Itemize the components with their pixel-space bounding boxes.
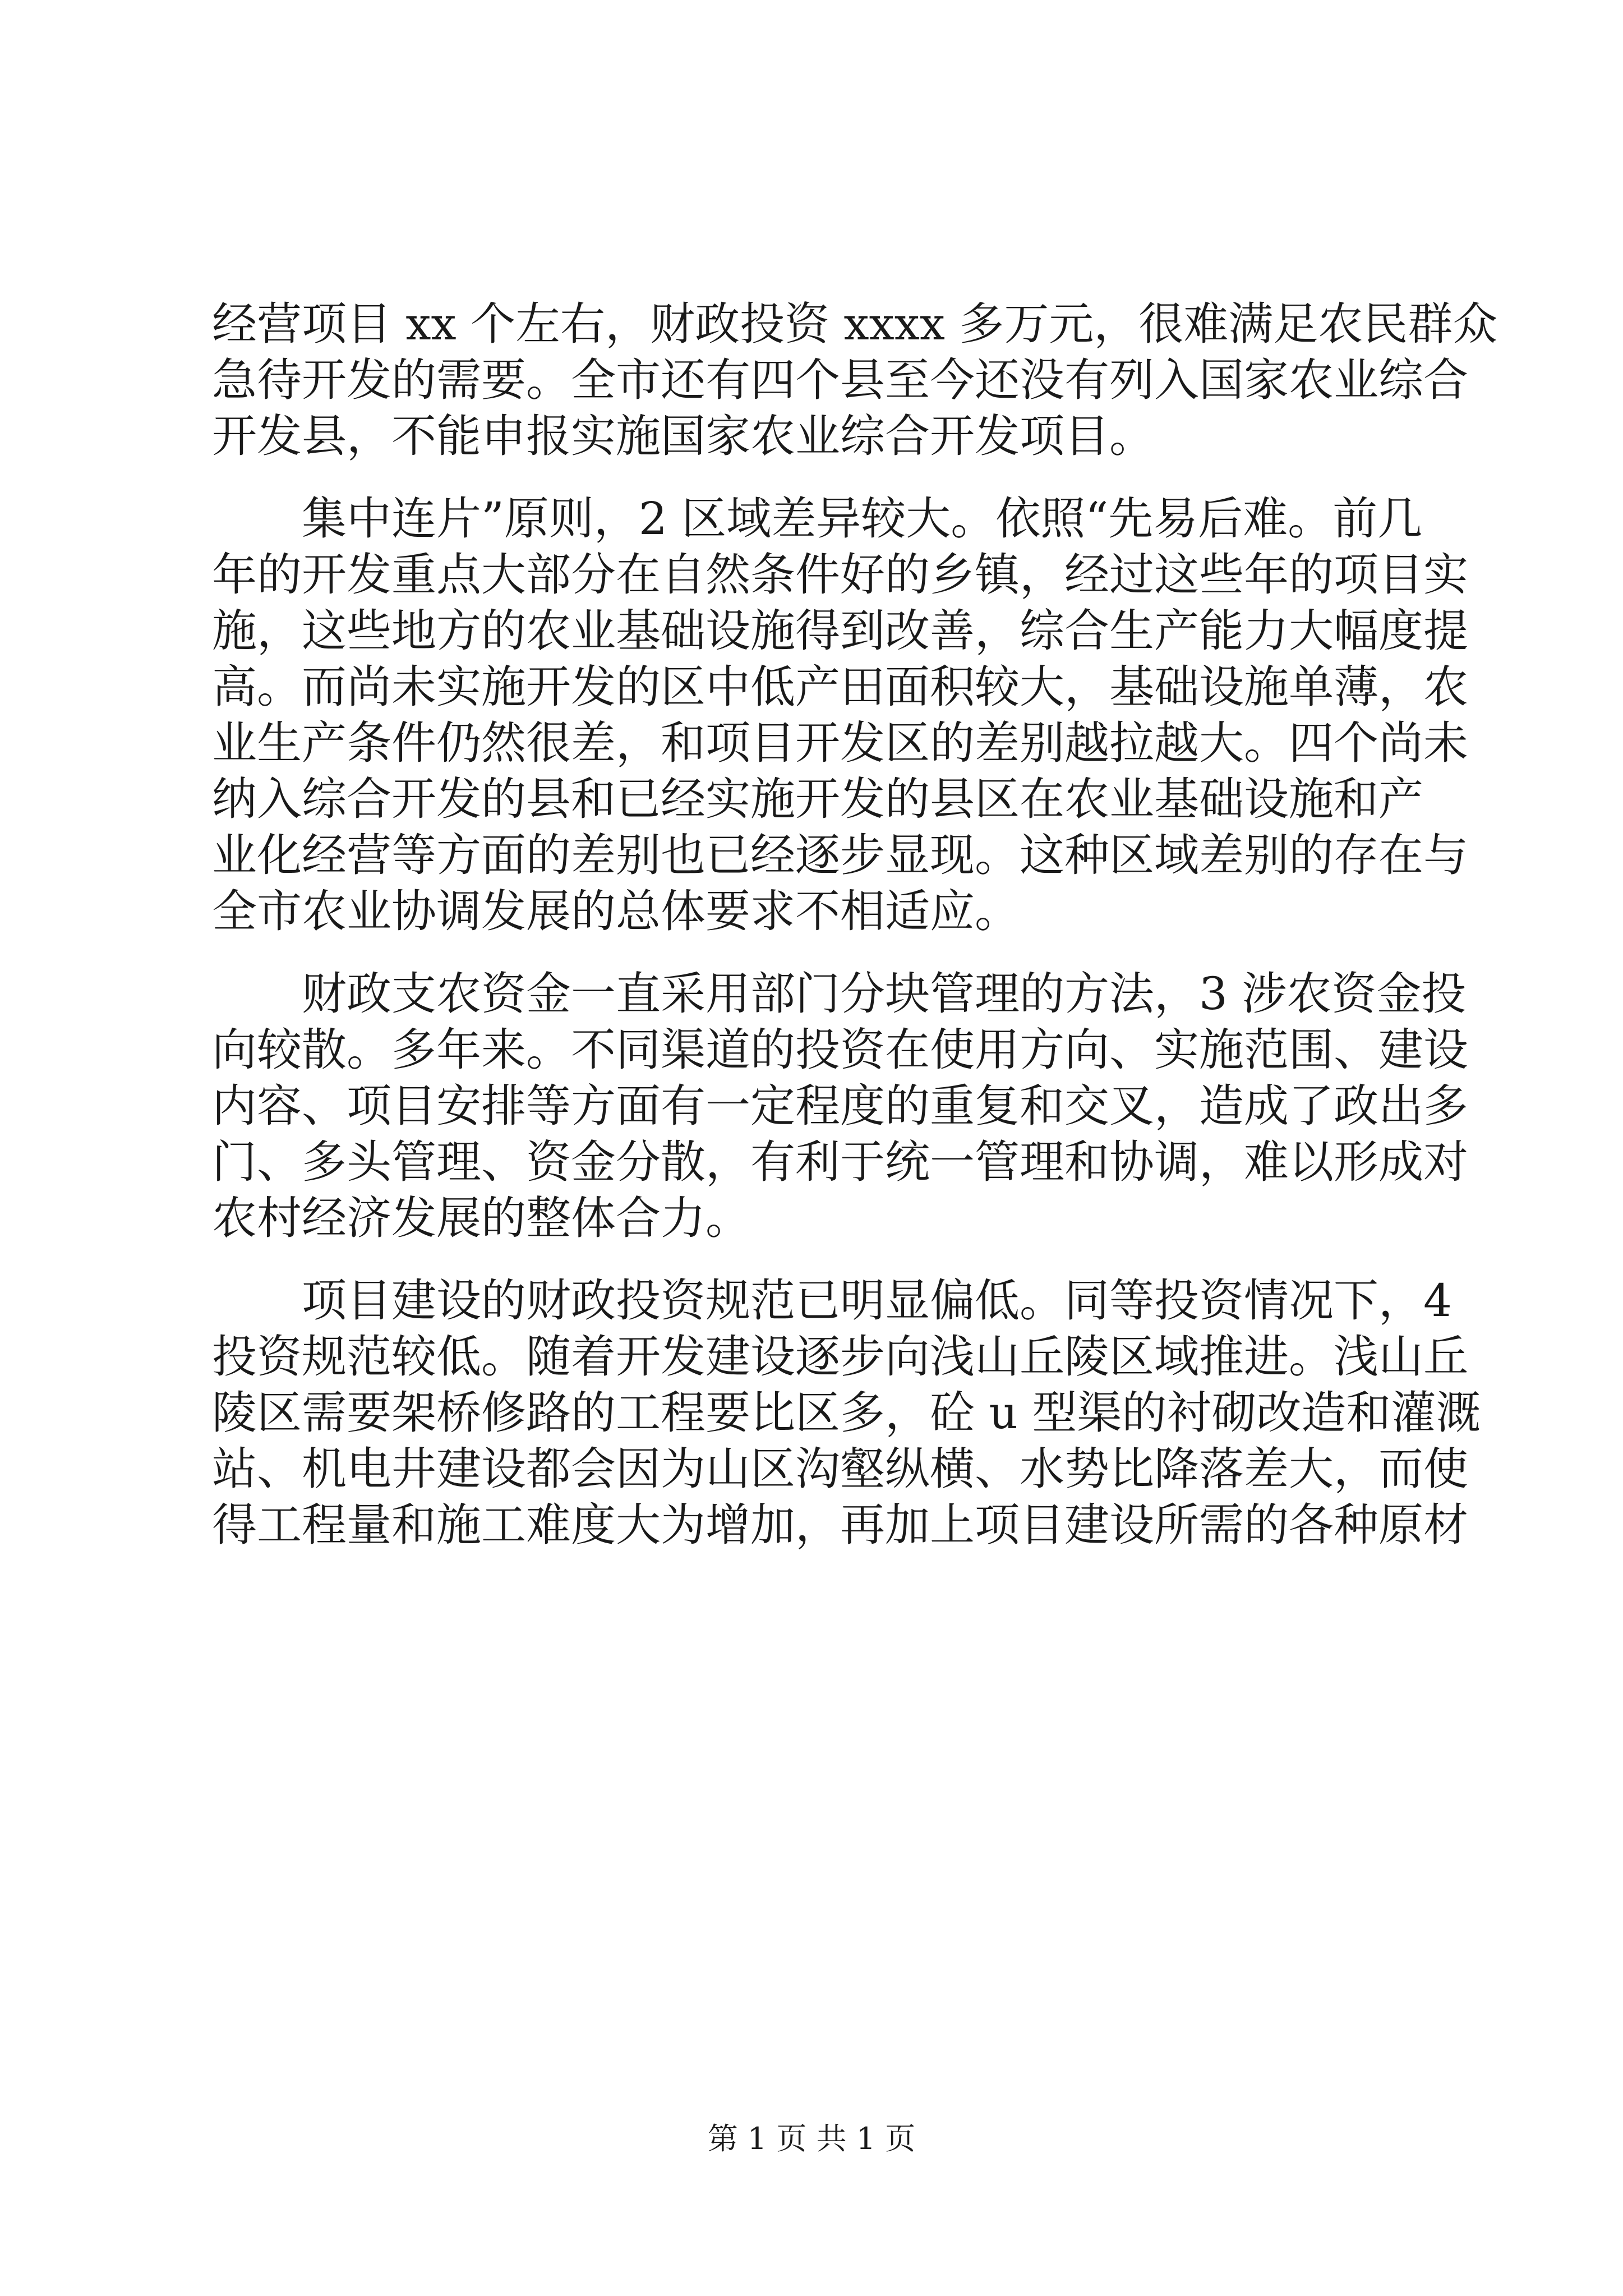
text-line: 集中连片”原则，2 区域差异较大。依照“先易后难。前几 [212, 493, 1423, 545]
text-line: 投资规范较低。随着开发建设逐步向浅山丘陵区域推进。浅山丘 [212, 1331, 1468, 1383]
text-line: 得工程量和施工难度大为增加，再加上项目建设所需的各种原材 [212, 1499, 1468, 1551]
page-footer: 第 1 页 共 1 页 [707, 2121, 916, 2156]
text-line: 全市农业协调发展的总体要求不相适应。 [212, 885, 1020, 937]
text-line: 业生产条件仍然很差，和项目开发区的差别越拉越大。四个尚未 [212, 717, 1468, 769]
text-line: 向较散。多年来。不同渠道的投资在使用方向、实施范围、建设 [212, 1024, 1468, 1076]
text-line: 业化经营等方面的差别也已经逐步显现。这种区域差别的存在与 [212, 829, 1468, 881]
text-line: 急待开发的需要。全市还有四个县至今还没有列入国家农业综合 [212, 354, 1468, 406]
document-body [212, 296, 1498, 1553]
text-line: 高。而尚未实施开发的区中低产田面积较大，基础设施单薄，农 [212, 661, 1468, 713]
text-line: 站、机电井建设都会因为山区沟壑纵横、水势比降落差大，而使 [212, 1443, 1468, 1495]
text-line: 陵区需要架桥修路的工程要比区多，砼 u 型渠的衬砌改造和灌溉 [212, 1387, 1481, 1439]
text-line: 施，这些地方的农业基础设施得到改善，综合生产能力大幅度提 [212, 605, 1468, 657]
text-line: 开发县，不能申报实施国家农业综合开发项目。 [212, 410, 1154, 462]
paragraph-4 [212, 1273, 1481, 1553]
text-line: 内容、项目安排等方面有一定程度的重复和交叉，造成了政出多 [212, 1080, 1468, 1132]
paragraph-2 [212, 491, 1468, 940]
paragraph-spacer [212, 1246, 1418, 1273]
text-line: 农村经济发展的整体合力。 [212, 1192, 750, 1244]
text-line: 纳入综合开发的县和已经实施开发的县区在农业基础设施和产 [212, 773, 1423, 825]
text-line: 项目建设的财政投资规范已明显偏低。同等投资情况下，4 [212, 1274, 1452, 1327]
text-line: 财政支农资金一直采用部门分块管理的方法，3 涉农资金投 [212, 968, 1467, 1020]
text-line: 门、多头管理、资金分散，有利于统一管理和协调，难以形成对 [212, 1136, 1468, 1188]
paragraph-spacer [212, 464, 1418, 491]
paragraph-3 [212, 966, 1468, 1246]
paragraph-spacer [212, 940, 1418, 966]
text-line: 年的开发重点大部分在自然条件好的乡镇，经过这些年的项目实 [212, 549, 1468, 601]
paragraph-1 [212, 296, 1498, 464]
text-line: 经营项目 xx 个左右，财政投资 xxxx 多万元，很难满足农民群众 [212, 298, 1498, 350]
